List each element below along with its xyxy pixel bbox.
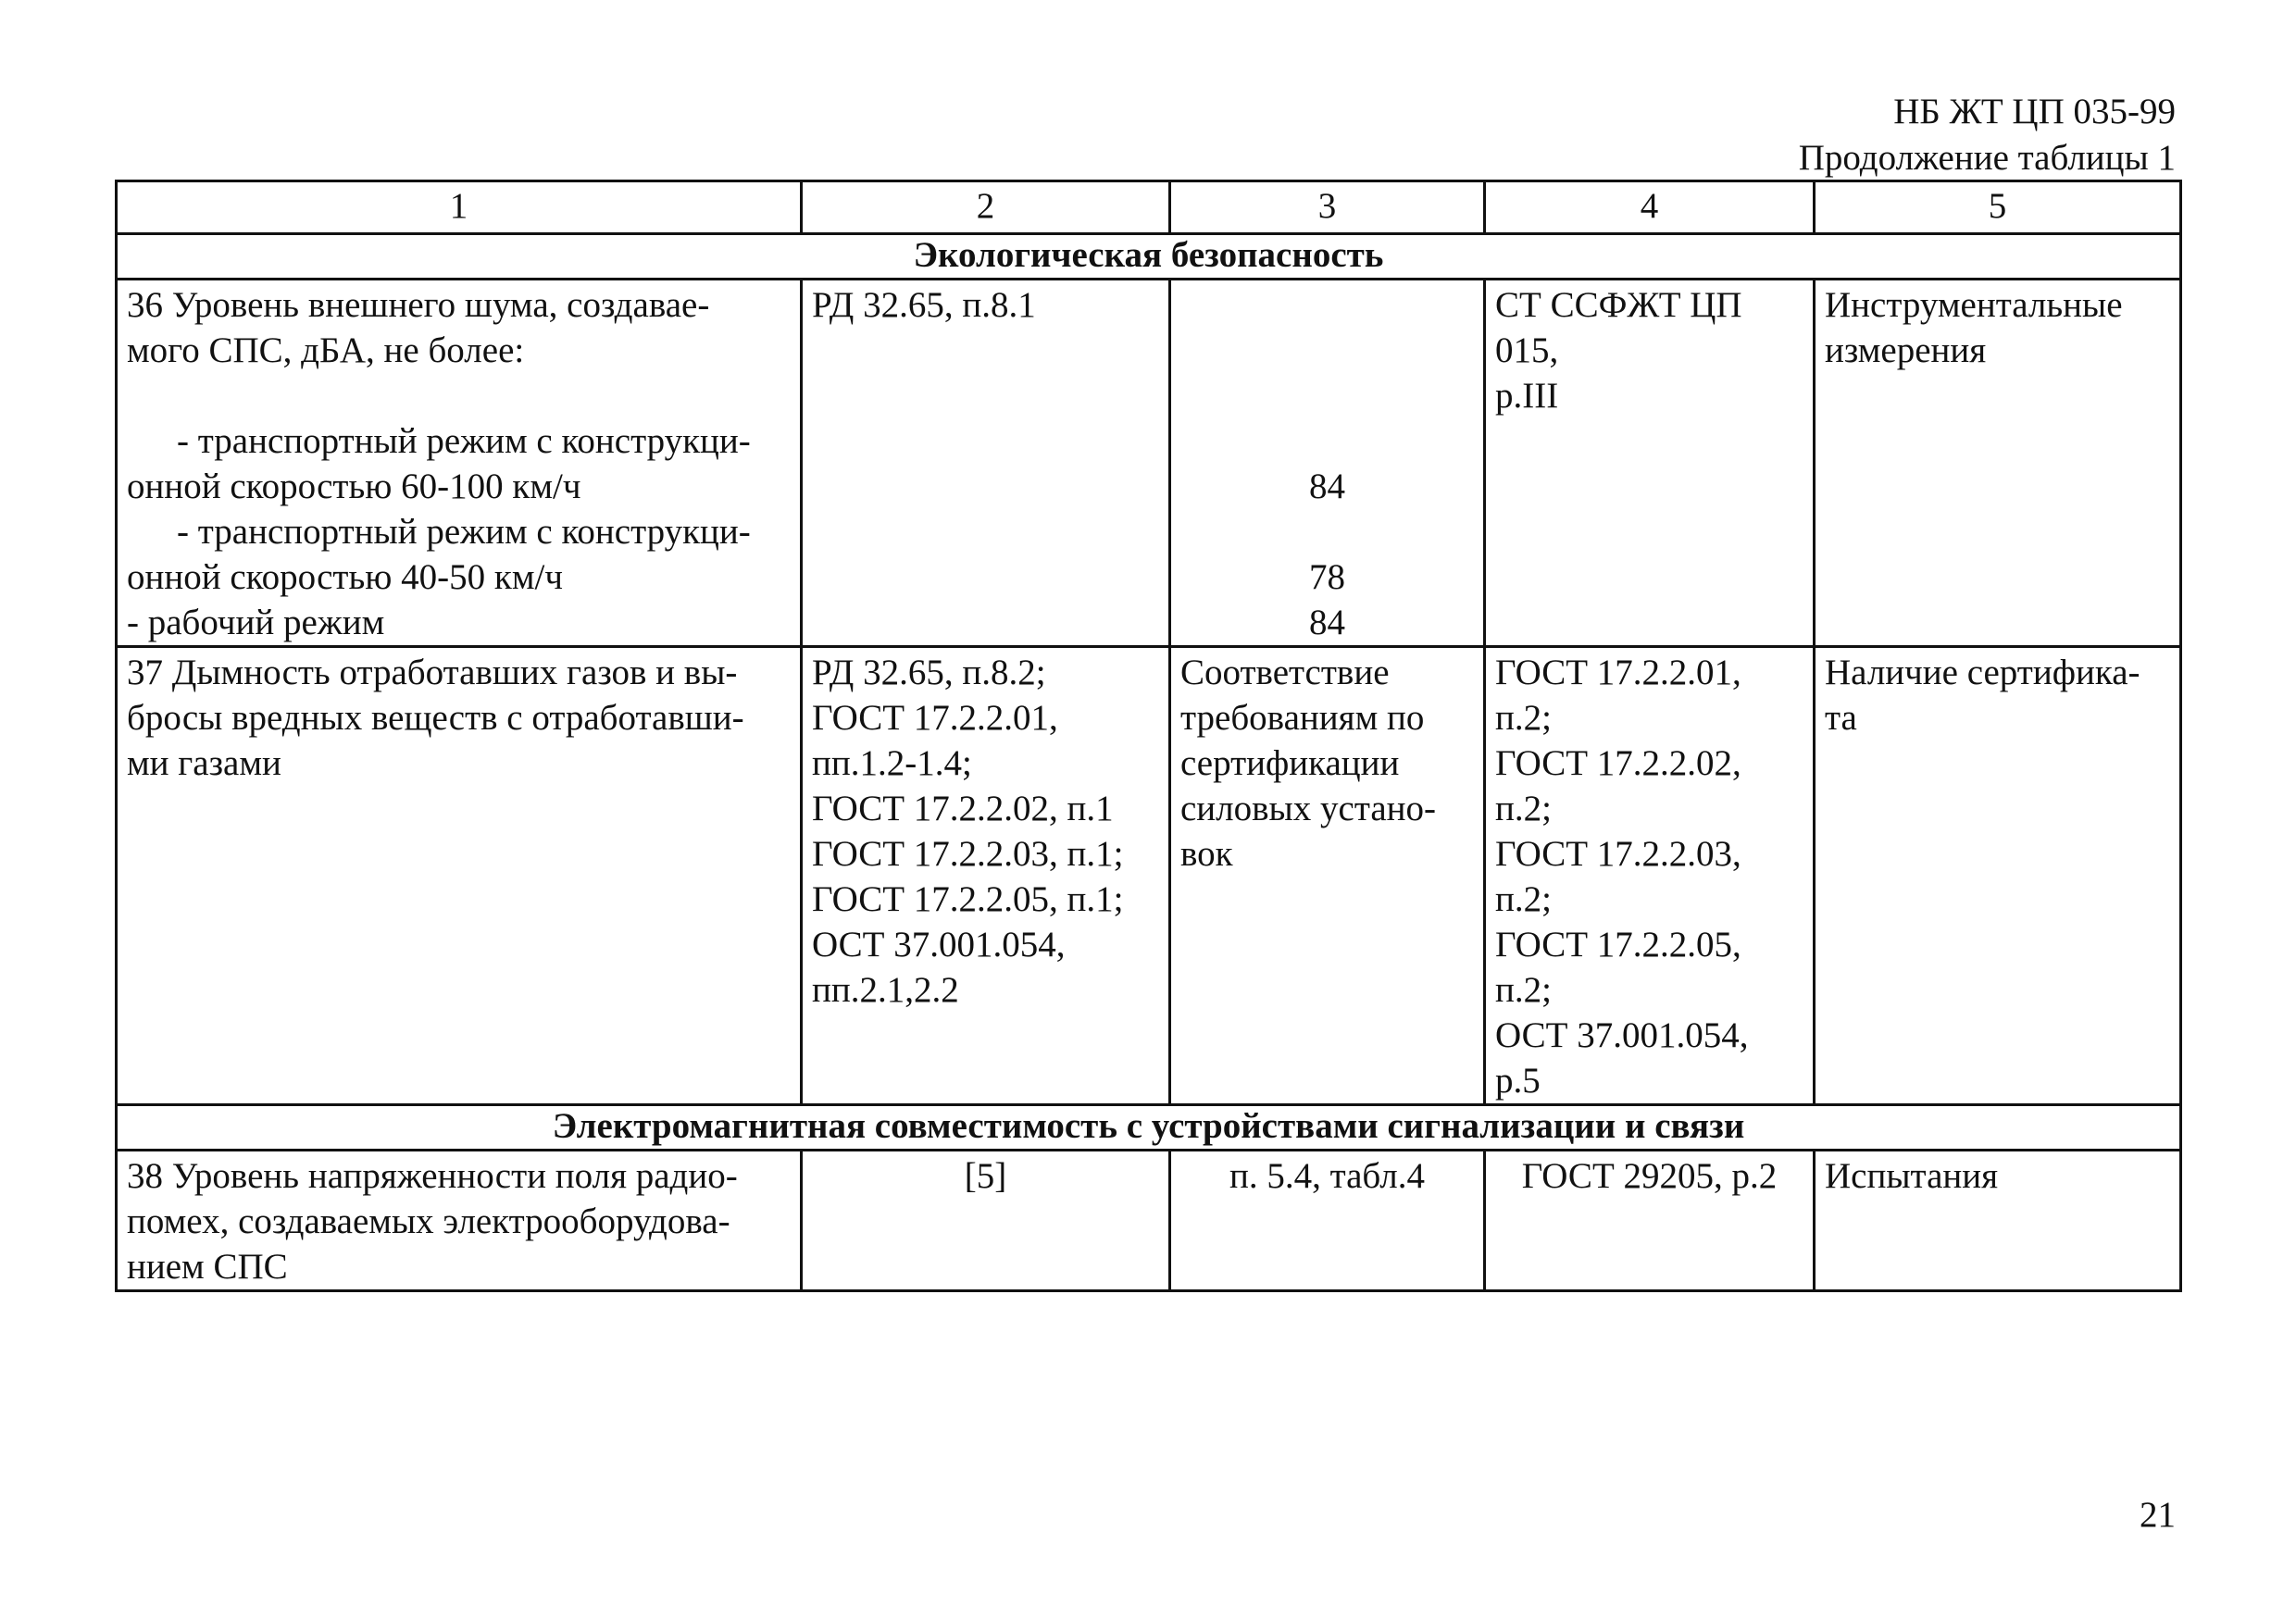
cell-line: 37 Дымность отработавших газов и вы- — [127, 653, 738, 692]
standards-table — [115, 180, 2182, 1292]
cell-line: ГОСТ 17.2.2.01, — [1495, 653, 1741, 692]
cell-line: п. 5.4, табл.4 — [1229, 1156, 1426, 1196]
cell-line: р.5 — [1495, 1061, 1541, 1101]
page-number: 21 — [2140, 1495, 2176, 1535]
requirement-value-cell — [1170, 647, 1485, 1105]
cell-line: п.2; — [1495, 698, 1552, 738]
cell-line: ГОСТ 17.2.2.05, — [1495, 925, 1741, 965]
cell-line: РД 32.65, п.8.1 — [812, 285, 1036, 325]
cell-line: - рабочий режим — [127, 603, 385, 642]
table-continuation-label: Продолжение таблицы 1 — [1798, 138, 2176, 178]
cell-line: Испытания — [1825, 1156, 1999, 1196]
cell-line: пп.2.1,2.2 — [812, 970, 959, 1010]
cell-line: СТ ССФЖТ ЦП — [1495, 285, 1742, 325]
cell-line: ГОСТ 17.2.2.02, п.1 — [812, 789, 1114, 828]
noise-limit-value: 84 — [1309, 467, 1345, 506]
verification-method-cell — [1815, 280, 2181, 647]
cell-line: ГОСТ 17.2.2.05, п.1; — [812, 879, 1124, 919]
cell-line: - транспортный режим с конструкци- — [177, 421, 751, 461]
cell-line: ГОСТ 17.2.2.03, — [1495, 834, 1741, 874]
cell-line: та — [1825, 698, 1857, 738]
cell-line: ГОСТ 17.2.2.01, — [812, 698, 1058, 738]
cell-line: бросы вредных веществ с отработавши- — [127, 698, 744, 738]
cell-line: Соответствие — [1180, 653, 1390, 692]
cell-line: п.2; — [1495, 879, 1552, 919]
section-header-row — [117, 1105, 2181, 1151]
cell-line: ми газами — [127, 743, 281, 783]
document-reference-cell — [802, 280, 1170, 647]
test-method-doc-cell — [1485, 1151, 1815, 1291]
column-number: 5 — [1815, 181, 2181, 234]
section-title-emc: Электромагнитная совместимость с устройствами сигнализации и связи — [117, 1105, 2181, 1151]
spacer — [127, 373, 791, 418]
cell-line: требованиям по — [1180, 698, 1425, 738]
column-number: 1 — [117, 181, 802, 234]
test-method-doc-cell — [1485, 280, 1815, 647]
table-row — [117, 1151, 2181, 1291]
column-number: 4 — [1485, 181, 1815, 234]
parameter-cell — [117, 647, 802, 1105]
document-reference-cell — [802, 1151, 1170, 1291]
section-title-ecology: Экологическая безопасность — [117, 234, 2181, 280]
cell-line: [5] — [964, 1156, 1007, 1196]
verification-method-cell — [1815, 647, 2181, 1105]
cell-line: 36 Уровень внешнего шума, создавае- — [127, 285, 710, 325]
column-number: 2 — [802, 181, 1170, 234]
cell-line: онной скоростью 60-100 км/ч — [127, 467, 581, 506]
column-number-row — [117, 181, 2181, 234]
document-reference-cell — [802, 647, 1170, 1105]
section-header-row — [117, 234, 2181, 280]
test-method-doc-cell — [1485, 647, 1815, 1105]
cell-line: р.III — [1495, 376, 1559, 416]
cell-line: Инструментальные — [1825, 285, 2123, 325]
cell-line: помех, создаваемых электрооборудова- — [127, 1201, 730, 1241]
cell-line: ГОСТ 17.2.2.02, — [1495, 743, 1741, 783]
requirement-value-cell — [1170, 1151, 1485, 1291]
cell-line: силовых устано- — [1180, 789, 1437, 828]
noise-limit-value: 84 — [1309, 603, 1345, 642]
cell-line: пп.1.2-1.4; — [812, 743, 972, 783]
value-stack — [1180, 282, 1474, 643]
cell-line: 015, — [1495, 330, 1559, 370]
cell-line: РД 32.65, п.8.2; — [812, 653, 1046, 692]
cell-line: 38 Уровень напряженности поля радио- — [127, 1156, 738, 1196]
table-row — [117, 647, 2181, 1105]
parameter-cell — [117, 1151, 802, 1291]
column-number: 3 — [1170, 181, 1485, 234]
verification-method-cell — [1815, 1151, 2181, 1291]
requirement-value-cell — [1170, 280, 1485, 647]
noise-limit-value: 78 — [1309, 557, 1345, 597]
cell-line: - транспортный режим с конструкци- — [177, 512, 751, 552]
document-code: НБ ЖТ ЦП 035-99 — [1893, 92, 2176, 131]
cell-line: Наличие сертифика- — [1825, 653, 2140, 692]
cell-line: ГОСТ 17.2.2.03, п.1; — [812, 834, 1124, 874]
cell-line: мого СПС, дБА, не более: — [127, 330, 525, 370]
cell-line: ОСТ 37.001.054, — [812, 925, 1066, 965]
cell-line: ОСТ 37.001.054, — [1495, 1015, 1749, 1055]
cell-line: измерения — [1825, 330, 1987, 370]
cell-line: нием СПС — [127, 1247, 288, 1287]
cell-line: вок — [1180, 834, 1233, 874]
table-row — [117, 280, 2181, 647]
cell-line: ГОСТ 29205, р.2 — [1521, 1156, 1778, 1196]
cell-line: сертификации — [1180, 743, 1400, 783]
cell-line: п.2; — [1495, 789, 1552, 828]
cell-line: онной скоростью 40-50 км/ч — [127, 557, 563, 597]
cell-line: п.2; — [1495, 970, 1552, 1010]
parameter-cell — [117, 280, 802, 647]
